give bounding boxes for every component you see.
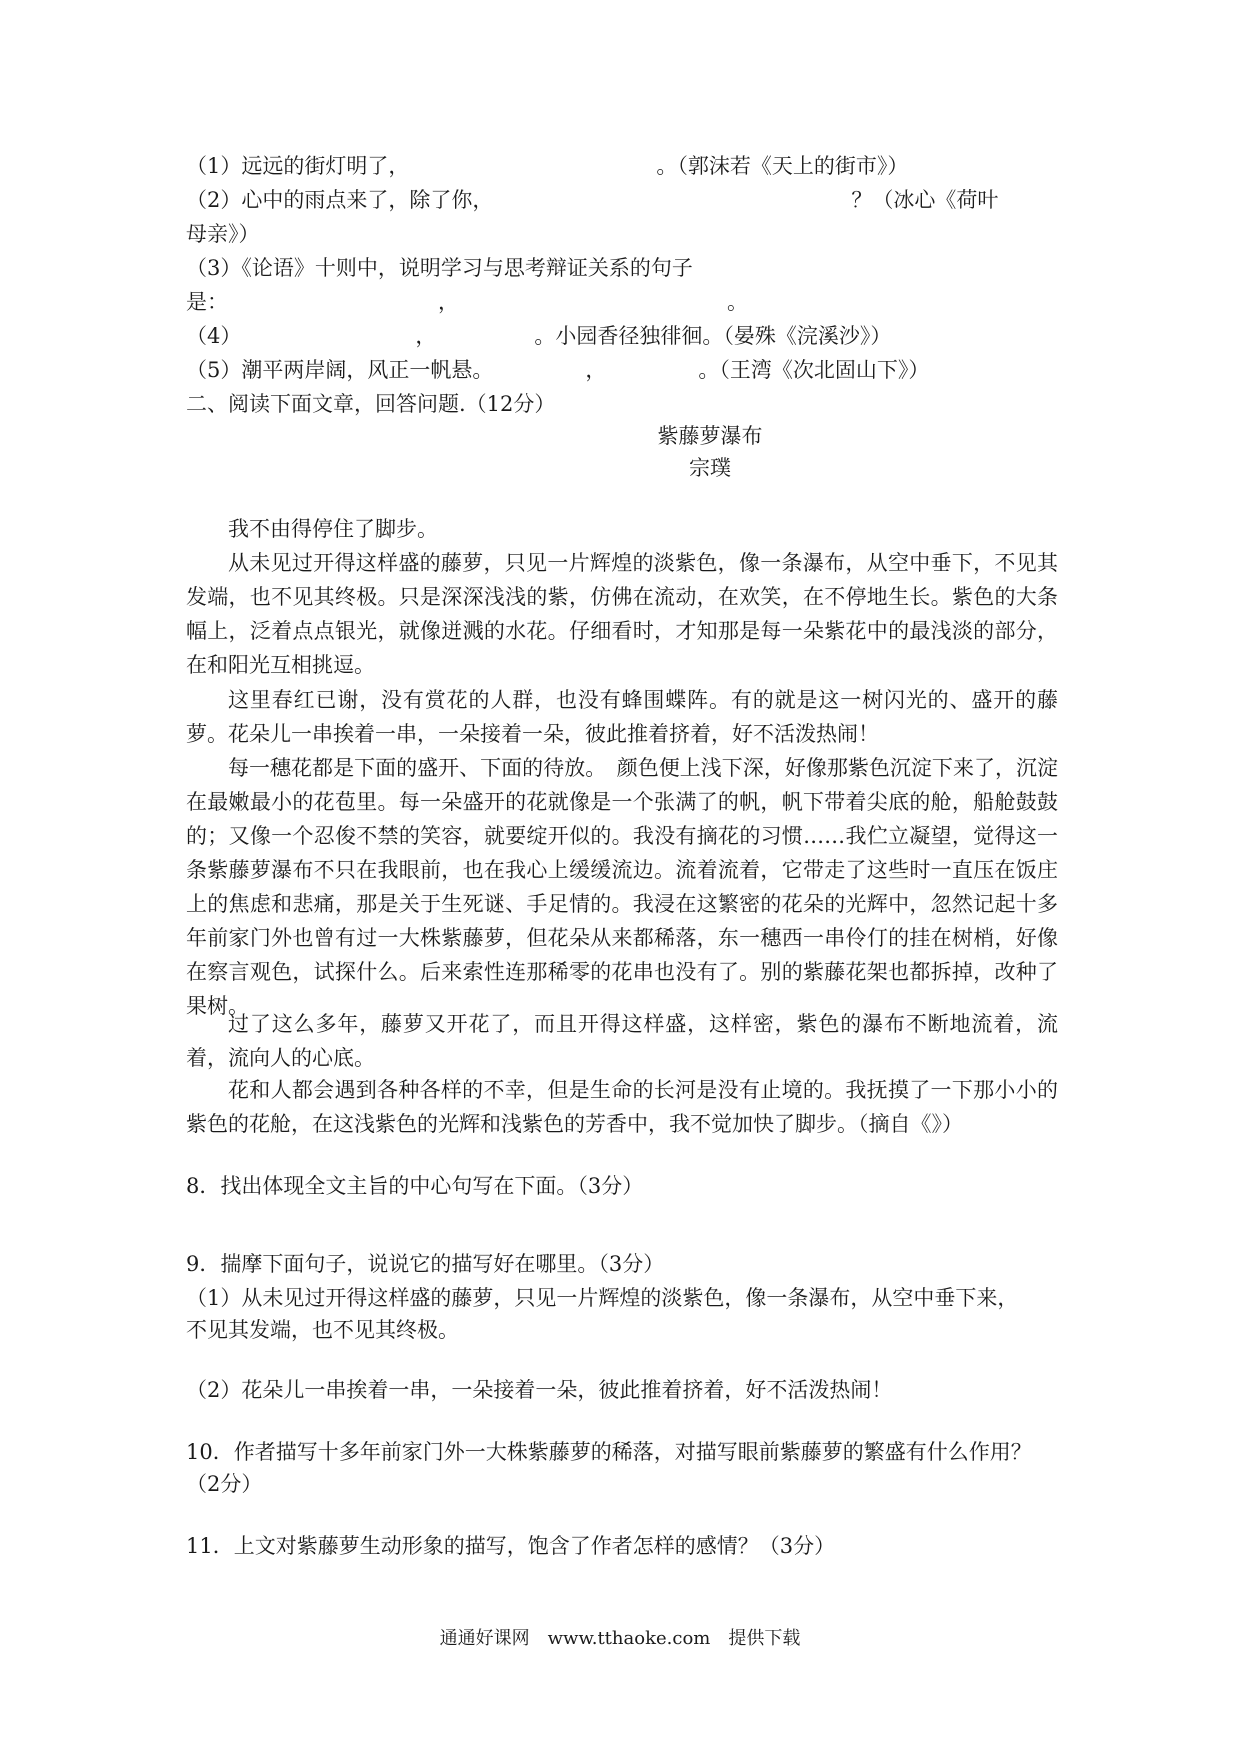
q5-left: （5）潮平两岸阔，风正一帆悬。 — [186, 358, 494, 382]
section2-heading: 二、阅读下面文章，回答问题.（12分） — [186, 392, 556, 416]
page-footer: 通通好课网 www.tthaoke.com 提供下载 — [439, 1628, 801, 1649]
question-9-1-line2: 不见其发端，也不见其终极。 — [186, 1318, 459, 1342]
question-10-line1: 10．作者描写十多年前家门外一大株紫藤萝的稀落，对描写眼前紫藤萝的繁盛有什么作用？ — [186, 1440, 1032, 1464]
q4-right: 。小园香径独徘徊。（晏殊《浣溪沙》） — [534, 324, 892, 348]
q5-mid: ， — [585, 358, 607, 382]
fill-in-q5 — [186, 355, 929, 385]
q1-left: （1）远远的街灯明了， — [186, 154, 410, 178]
fill-in-q3-line2 — [186, 287, 748, 317]
fill-in-q1 — [186, 151, 908, 181]
q2-left: （2）心中的雨点来了，除了你， — [186, 188, 494, 212]
article-paragraph-2: 从未见过开得这样盛的藤萝，只见一片辉煌的淡紫色，像一条瀑布，从空中垂下，不见其发端，也不见其终极。只是深深浅浅的紫，仿佛在流动，在欢笑，在不停地生长。紫色的大条幅上，泛着点点银光，就像迸溅的水花。仔细看时，才知那是每一朵紫花中的最浅淡的部分，在和阳光互相挑逗。 — [186, 551, 1058, 677]
question-10-line2: （2分） — [186, 1472, 263, 1496]
q3-mid: ， — [438, 290, 459, 314]
q4-left: （4） — [186, 324, 242, 348]
fill-in-q2 — [186, 185, 998, 215]
article-title: 紫藤萝瀑布 — [657, 424, 763, 448]
q3-end: 。 — [727, 290, 748, 314]
article-author: 宗璞 — [689, 456, 731, 480]
question-9-1-line1: （1）从未见过开得这样盛的藤萝，只见一片辉煌的淡紫色，像一条瀑布，从空中垂下来， — [186, 1286, 1019, 1310]
fill-in-q3-line1: （3）《论语》十则中，说明学习与思考辩证关系的句子 — [186, 256, 693, 280]
question-11: 11．上文对紫藤萝生动形象的描写，饱含了作者怎样的感情？（3分） — [186, 1534, 836, 1558]
q5-right: 。（王湾《次北固山下》） — [698, 358, 930, 382]
article-paragraph-4: 每一穗花都是下面的盛开、下面的待放。 颜色便上浅下深，好像那紫色沉淀下来了，沉淀在最嫩最小的花苞里。每一朵盛开的花就像是一个张满了的帆，帆下带着尖底的舱，船舱鼓鼓的；又像一个忍俊不禁的笑容，就要绽开似的。我没有摘花的习惯……我伫立凝望，觉得这一条紫藤萝瀑布不只在我眼前，也在我心上缓缓流边。流着流着，它带走了这些时一直压在饭庄上的焦虑和悲痛，那是关于生死谜、手足情的。我浸在这繁密的花朵的光辉中，忽然记起十多年前家门外也曾有过一大株紫藤萝，但花朵从来都稀落，东一穗西一串伶仃的挂在树梢，好像在察言观色，试探什么。后来索性连那稀零的花串也没有了。别的紫藤花架也都拆掉，改种了果树。 — [186, 756, 1058, 1018]
question-9: 9．揣摩下面句子，说说它的描写好在哪里。（3分） — [186, 1252, 665, 1276]
article-paragraph-3: 这里春红已谢，没有赏花的人群，也没有蜂围蝶阵。有的就是这一树闪光的、盛开的藤萝。花朵儿一串挨着一串，一朵接着一朵，彼此推着挤着，好不活泼热闹！ — [186, 688, 1058, 746]
article-paragraph-6: 花和人都会遇到各种各样的不幸，但是生命的长河是没有止境的。我抚摸了一下那小小的紫色的花舱，在这浅紫色的光辉和浅紫色的芳香中，我不觉加快了脚步。（摘自《》） — [186, 1078, 1058, 1136]
q4-mid: ， — [415, 324, 437, 348]
q2-right: ？（冰心《荷叶 — [851, 188, 999, 212]
article-paragraph-5: 过了这么多年，藤萝又开花了，而且开得这样盛，这样密，紫色的瀑布不断地流着，流着，流向人的心底。 — [186, 1012, 1058, 1070]
fill-in-q4 — [186, 321, 891, 351]
question-9-2: （2）花朵儿一串挨着一串，一朵接着一朵，彼此推着挤着，好不活泼热闹！ — [186, 1378, 893, 1402]
q1-right: 。（郭沫若《天上的街市》） — [656, 154, 909, 178]
article-paragraph-1: 我不由得停住了脚步。 — [228, 517, 438, 541]
q3-left: 是： — [186, 290, 228, 314]
question-8: 8．找出体现全文主旨的中心句写在下面。（3分） — [186, 1174, 644, 1198]
q2-continuation: 母亲》） — [186, 222, 260, 246]
